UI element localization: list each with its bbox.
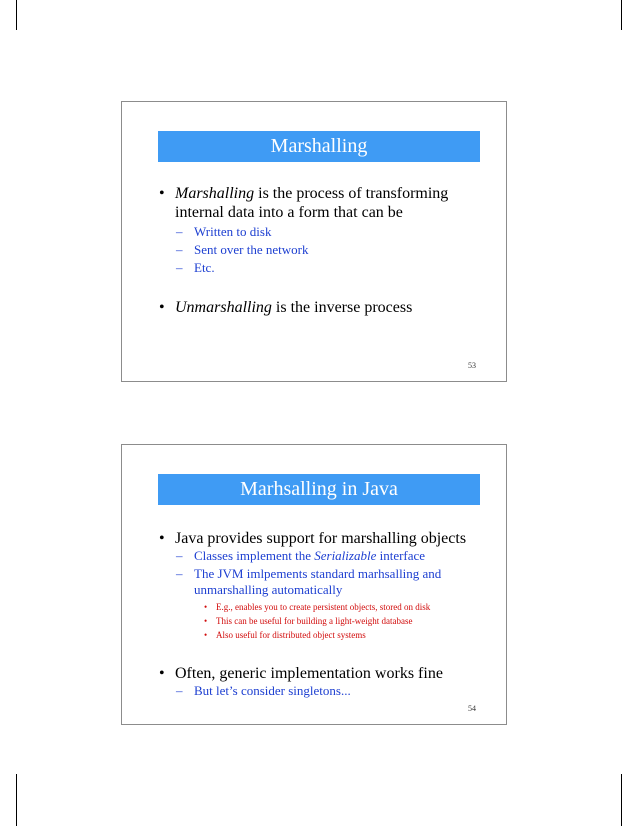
dash-icon: – xyxy=(176,548,183,563)
sub-sub-bullet xyxy=(202,601,502,613)
slide-content xyxy=(122,445,506,724)
sub-bullet-text: interface xyxy=(376,548,426,563)
sub-bullet-text: The JVM imlpements standard marhsalling and unmarshalling automatically xyxy=(194,566,442,597)
sub-sub-bullet-text: E.g., enables you to create persistent objects, stored on disk xyxy=(216,602,431,612)
bullet-text: is the process of transforming internal data into a form that can be xyxy=(175,185,449,221)
bullet-generic-implementation xyxy=(153,664,488,683)
term-marshalling: Marshalling xyxy=(175,185,255,202)
slide-title: Marshalling xyxy=(158,131,480,162)
bullet-marshalling-definition xyxy=(153,184,488,222)
crop-line-top-left xyxy=(16,0,17,30)
crop-line-bottom-left xyxy=(16,774,17,826)
bullet-icon: • xyxy=(159,665,165,682)
slide-53 xyxy=(121,101,507,382)
dash-icon: – xyxy=(176,224,183,239)
bullet-icon: • xyxy=(159,530,165,547)
crop-line-top-right xyxy=(621,0,622,30)
dash-icon: – xyxy=(176,242,183,257)
sub-sub-bullet-text: This can be useful for building a light-weight database xyxy=(216,616,413,626)
page-number: 54 xyxy=(468,704,476,713)
term-unmarshalling: Unmarshalling xyxy=(175,299,272,316)
sub-bullet-text: Etc. xyxy=(194,260,215,275)
bullet-text: Java provides support for marshalling objects xyxy=(175,530,467,547)
bullet-icon: • xyxy=(159,299,165,316)
bullet-text: is the inverse process xyxy=(271,299,413,316)
sub-bullet-serializable xyxy=(173,548,493,564)
bullet-text: Often, generic implementation works fine xyxy=(175,665,443,682)
bullet-icon: • xyxy=(159,185,165,202)
sub-sub-bullet xyxy=(202,615,502,627)
term-serializable: Serializable xyxy=(314,548,377,563)
sub-bullet-text: Written to disk xyxy=(194,224,272,239)
dash-icon: – xyxy=(176,683,183,698)
crop-line-bottom-right xyxy=(621,774,622,826)
bullet-icon: • xyxy=(204,630,208,640)
dash-icon: – xyxy=(176,566,183,581)
sub-bullet xyxy=(173,242,493,258)
sub-bullet-text: But let’s consider singletons... xyxy=(194,683,351,698)
bullet-java-support xyxy=(153,529,488,548)
sub-bullet-jvm xyxy=(173,566,493,598)
sub-bullet xyxy=(173,224,493,240)
sub-sub-bullet xyxy=(202,629,502,641)
sub-bullet-text: Sent over the network xyxy=(194,242,309,257)
sub-bullet-singletons xyxy=(173,683,493,699)
sub-bullet-text: Classes implement the xyxy=(194,548,315,563)
slide-title: Marhsalling in Java xyxy=(158,474,480,505)
slide-54 xyxy=(121,444,507,725)
bullet-icon: • xyxy=(204,616,208,626)
sub-bullet xyxy=(173,260,493,276)
bullet-icon: • xyxy=(204,602,208,612)
bullet-unmarshalling xyxy=(153,298,488,317)
sub-sub-bullet-text: Also useful for distributed object systems xyxy=(216,630,366,640)
dash-icon: – xyxy=(176,260,183,275)
slide-content xyxy=(122,102,506,381)
page-number: 53 xyxy=(468,361,476,370)
